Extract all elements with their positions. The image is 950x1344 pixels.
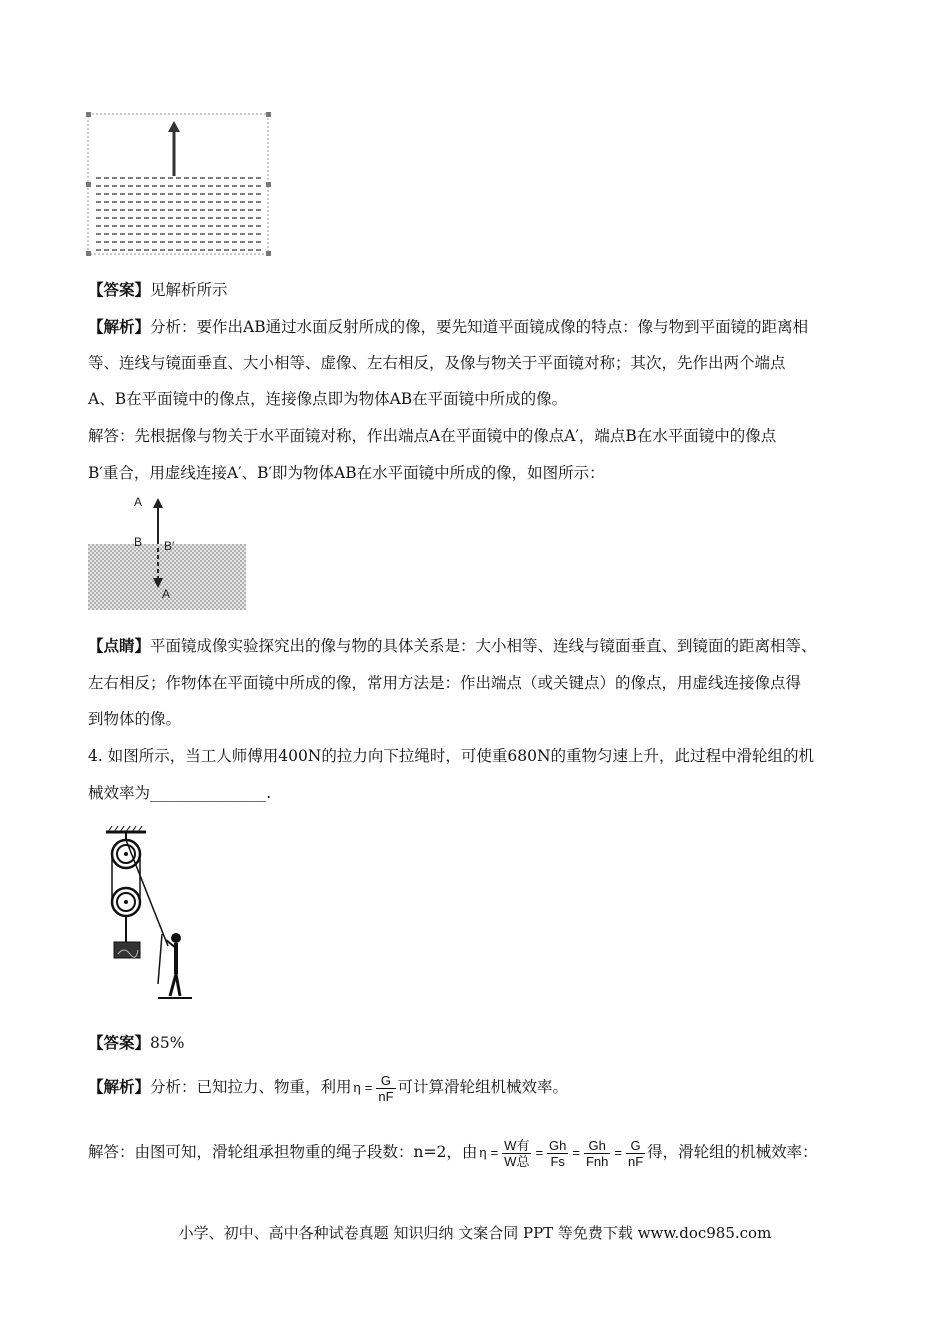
figure-pulley [100,824,200,1002]
chain-eq-2: = [535,1145,544,1160]
answer-4-tag: 【答案】 [88,1033,151,1052]
eta-symbol: η [353,1080,361,1095]
figure-arrow-water-svg [86,112,272,258]
answer-4 [88,1033,184,1053]
fraction-gh-fs-den: Fs [550,1153,565,1169]
comment-1-text-1: 平面镜成像实验探究出的像与物的具体关系是：大小相等、连线与镜面垂直、到镜面的距离相等、 [150,637,817,655]
fraction-g-nf-2 [626,1138,645,1169]
comment-1-line-3: 到物体的像。 [88,710,182,728]
answer-1 [88,280,228,300]
solution-4-line [88,1132,818,1173]
comment-1-line-2: 左右相反；作物体在平面镜中所成的像，常用方法是：作出端点（或关键点）的像点，用虚线连接像点得 [88,674,802,692]
analysis-1-line-3: A、B在平面镜中的像点，连接像点即为物体AB在平面镜中所成的像。 [88,390,568,408]
solution-4-prefix: 解答：由图可知，滑轮组承担物重的绳子段数：n=2，由 [88,1143,478,1161]
label-a: A [134,495,143,509]
analysis-4-tag: 【解析】 [88,1077,151,1096]
label-b: B [134,535,143,549]
fraction-gh-fs [547,1138,568,1169]
answer-1-text: 见解析所示 [150,281,228,299]
question-4-line-1: 4. 如图所示，当工人师傅用400N的拉力向下拉绳时，可使重680N的重物匀速上升，此过程中滑轮组的机 [88,747,815,765]
comment-1-tag: 【点睛】 [88,636,151,655]
equals-sign: = [364,1080,373,1095]
solution-4-suffix: 得，滑轮组的机械效率： [647,1143,818,1161]
analysis-1-line-2: 等、连线与镜面垂直、大小相等、虚像、左右相反，及像与物关于平面镜对称；其次，先作出两个端点 [88,354,786,372]
figure-arrow-water [86,112,272,258]
fraction-g-nf-2-den: nF [627,1153,644,1169]
analysis-1-text-1: 分析：要作出AB通过水面反射所成的像，要先知道平面镜成像的特点：像与物到平面镜的距离相 [150,318,809,336]
fraction-gh-fnh [584,1138,610,1169]
answer-4-text: 85% [150,1034,185,1052]
page-footer: 小学、初中、高中各种试卷真题 知识归纳 文案合同 PPT 等免费下载 www.doc985.com [178,1224,772,1242]
analysis-1-tag: 【解析】 [88,317,151,336]
label-b-prime: B′ [164,539,175,553]
fraction-denominator: nF [378,1088,394,1104]
figure-pulley-svg [100,824,200,1002]
fraction-w [502,1138,531,1169]
label-a-prime: A [162,587,171,601]
fraction-g-nf [376,1073,395,1104]
chain-eq-4: = [614,1145,622,1160]
solution-1-line-2: B′重合，用虚线连接A′、B′即为物体AB在水平面镜中所成的像，如图所示： [88,464,605,482]
fraction-gh-fnh-num: Gh [584,1138,610,1154]
answer-1-tag: 【答案】 [88,280,151,299]
analysis-4-prefix: 分析：已知拉力、物重，利用 [150,1078,352,1096]
comment-1-line-1 [88,636,817,656]
figure-answer-svg [86,490,248,612]
fraction-numerator: G [376,1073,395,1089]
fraction-w-num: W有 [504,1137,530,1153]
chain-eq-3: = [572,1145,580,1160]
fraction-gh-fnh-den: Fnh [585,1153,609,1169]
chain-eq-1: = [490,1145,499,1160]
fraction-gh-fs-num: Gh [549,1137,567,1153]
analysis-1-line-1 [88,317,808,337]
question-4-line-2: 械效率为_______________. [88,784,272,802]
figure-answer-image [86,490,248,612]
solution-1-line-1: 解答：先根据像与物关于水平面镜对称，作出端点A在平面镜中的像点A′，端点B在水平面镜中的像点 [88,427,777,445]
analysis-4-line [88,1070,568,1105]
fraction-g-nf-2-num: G [626,1138,645,1154]
analysis-4-suffix: 可计算滑轮组机械效率。 [397,1078,569,1096]
fraction-w-den: W总 [504,1153,530,1169]
chain-eta: η [479,1145,487,1160]
